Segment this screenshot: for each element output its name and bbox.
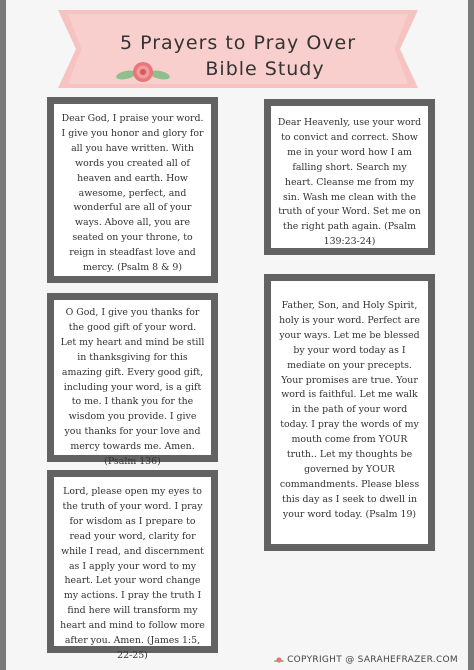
page-title-line2: Bible Study (205, 58, 325, 80)
prayer-card-5 (47, 470, 218, 661)
prayer-card-2 (264, 99, 435, 255)
prayer-card-1 (47, 97, 218, 283)
rose-icon (116, 58, 170, 86)
prayer-card-3 (47, 293, 218, 468)
prayer-text-3: O God, I give you thanks for the good gift of your word. Let my heart and mind be still in thanksgiving for this amazing gift. Every good gift, including your word, is a gift to me. I thank you for the wisdom you provide. I give you thanks for your love and mercy towards me. Amen. (Psalm 136) (54, 300, 211, 455)
prayer-text-5: Lord, please open my eyes to the truth of your word. I pray for wisdom as I prepare to read your word, clarity for while I read, and discernment as I apply your word to my heart. Let your word change my actions. I pray the truth I find here will transform my heart and mind to follow more after you. Amen. (James 1:5, 22-25) (54, 477, 211, 646)
prayer-card-4 (264, 274, 435, 551)
flower-icon (274, 656, 284, 664)
copyright-footer (274, 655, 458, 665)
prayer-text-1: Dear God, I praise your word. I give you honor and glory for all you have written. With words you created all of heaven and earth. How awesome, perfect, and wonderful are all of your ways. Above all, you are seated on your throne, to reign in steadfast love and mercy. (Psalm 8 & 9) (54, 104, 211, 276)
prayer-text-2: Dear Heavenly, use your word to convict and correct. Show me in your word how I am falling short. Search my heart. Cleanse me from my sin. Wash me clean with the truth of your Word. Set me on the right path again. (Psalm 139:23-24) (271, 106, 428, 248)
page-title-line1: 5 Prayers to Pray Over (119, 32, 357, 54)
prayer-text-4: Father, Son, and Holy Spirit, holy is your word. Perfect are your ways. Let me be blessed by your word today as I mediate on your precepts. Your promises are true. Your word is faithful. Let me walk in the path of your word today. I pray the words of my mouth come from YOUR truth.. Let my thoughts be governed by YOUR commandments. Please bless this day as I seek to dwell in your word today. (Psalm 19) (271, 281, 428, 544)
copyright-text: COPYRIGHT @ SARAHEFRAZER.COM (287, 655, 458, 665)
